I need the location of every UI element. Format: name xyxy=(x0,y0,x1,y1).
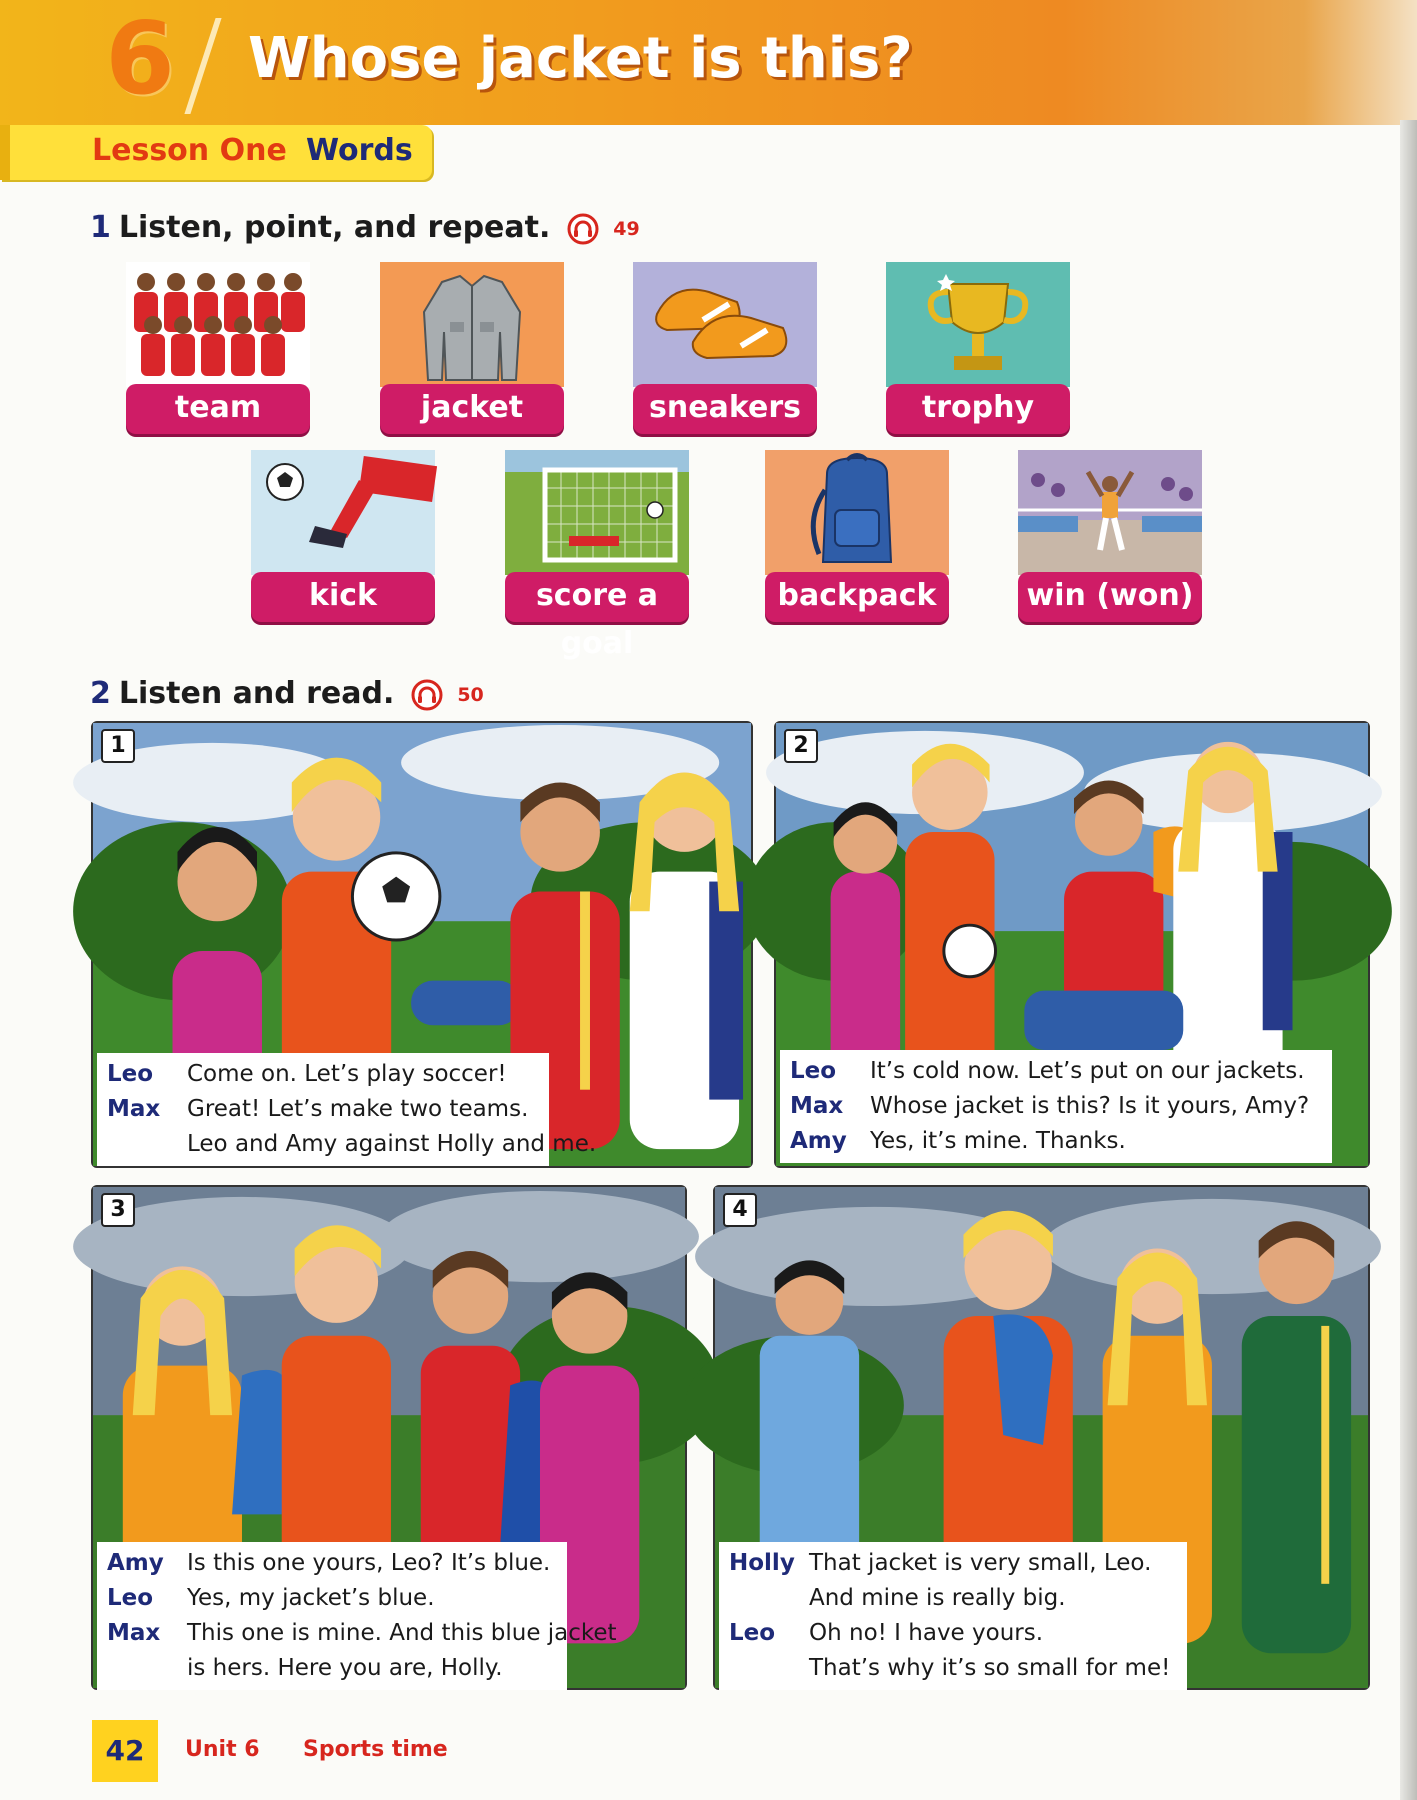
dialog-line xyxy=(107,1057,539,1092)
dialog-text: Yes, it’s mine. Thanks. xyxy=(870,1128,1126,1154)
vocab-label-kick: kick xyxy=(251,572,435,622)
section1-instruction: Listen, point, and repeat. xyxy=(118,210,551,245)
vocab-card-kick[interactable] xyxy=(251,450,435,622)
dialog-line xyxy=(790,1089,1322,1124)
dialog-text: It’s cold now. Let’s put on our jackets. xyxy=(870,1058,1305,1084)
vocab-label-team: team xyxy=(126,384,310,434)
dialog-text: Oh no! I have yours. xyxy=(809,1620,1044,1646)
dialog-text: That’s why it’s so small for me! xyxy=(809,1655,1171,1681)
goal-picture xyxy=(505,450,689,575)
dialog-line xyxy=(107,1546,557,1581)
vocab-label-win: win (won) xyxy=(1018,572,1202,622)
speaker-name xyxy=(729,1581,809,1616)
dialog-line xyxy=(107,1616,617,1651)
dialog-text: Is this one yours, Leo? It’s blue. xyxy=(187,1550,551,1576)
unit-header-banner xyxy=(0,0,1417,125)
speaker-name: Max xyxy=(107,1096,161,1122)
trophy-picture xyxy=(886,262,1070,387)
section2-heading xyxy=(90,676,484,711)
speaker-name xyxy=(107,1127,187,1162)
section2-number: 2 xyxy=(90,676,111,711)
footer-unit: Unit 6 xyxy=(185,1737,260,1762)
dialog-text: Leo and Amy against Holly and me. xyxy=(187,1131,597,1157)
speaker-name: Leo xyxy=(107,1061,154,1087)
vocab-card-jacket[interactable] xyxy=(380,262,564,434)
vocab-card-backpack[interactable] xyxy=(765,450,949,622)
section1-heading xyxy=(90,210,640,245)
panel-number: 4 xyxy=(723,1193,757,1227)
vocab-card-team[interactable] xyxy=(126,262,310,434)
headphones-icon[interactable] xyxy=(411,679,443,711)
page-number: 42 xyxy=(92,1720,158,1782)
dialog-line xyxy=(729,1546,1177,1581)
panel-1-dialog xyxy=(97,1053,597,1166)
vocab-card-sneakers[interactable] xyxy=(633,262,817,434)
panel-3-dialog xyxy=(97,1542,617,1690)
speaker-name: Holly xyxy=(729,1550,795,1576)
speaker-name xyxy=(107,1651,187,1686)
dialog-line xyxy=(107,1651,557,1686)
footer-theme: Sports time xyxy=(303,1737,448,1762)
kick-picture xyxy=(251,450,435,575)
dialog-line xyxy=(107,1127,597,1162)
unit-number: 6 xyxy=(105,0,175,117)
dialog-text: That jacket is very small, Leo. xyxy=(809,1550,1152,1576)
section1-number: 1 xyxy=(90,210,111,245)
headphones-icon[interactable] xyxy=(567,213,599,245)
speaker-name: Leo xyxy=(790,1058,837,1084)
sneakers-picture xyxy=(633,262,817,387)
speaker-name: Max xyxy=(790,1093,844,1119)
comic-panel-1 xyxy=(91,721,753,1168)
section2-track-number: 50 xyxy=(457,683,484,706)
dialog-line xyxy=(790,1054,1322,1089)
dialog-text: Yes, my jacket’s blue. xyxy=(187,1585,435,1611)
speaker-name xyxy=(729,1651,809,1686)
comic-panel-2 xyxy=(774,721,1370,1168)
lesson-label: Lesson One xyxy=(92,133,287,168)
vocab-card-win[interactable] xyxy=(1018,450,1202,622)
dialog-text: Come on. Let’s play soccer! xyxy=(187,1061,507,1087)
section2-instruction: Listen and read. xyxy=(118,676,395,711)
speaker-name: Max xyxy=(107,1620,161,1646)
dialog-line xyxy=(107,1581,557,1616)
panel-number: 3 xyxy=(101,1193,135,1227)
vocab-label-trophy: trophy xyxy=(886,384,1070,434)
page-edge xyxy=(1400,120,1417,1800)
lesson-tab xyxy=(0,125,432,180)
speaker-name: Leo xyxy=(107,1585,154,1611)
backpack-picture xyxy=(765,450,949,575)
dialog-text: Great! Let’s make two teams. xyxy=(187,1096,529,1122)
speaker-name: Amy xyxy=(107,1550,164,1576)
win-picture xyxy=(1018,450,1202,575)
panel-2-dialog xyxy=(780,1050,1332,1163)
dialog-line xyxy=(790,1124,1322,1159)
team-picture xyxy=(126,262,310,387)
vocab-card-score-a-goal[interactable] xyxy=(505,450,689,661)
lesson-topic: Words xyxy=(306,133,413,168)
section1-track-number: 49 xyxy=(613,217,640,240)
dialog-line xyxy=(729,1581,1177,1616)
dialog-line xyxy=(729,1616,1177,1651)
speaker-name: Leo xyxy=(729,1620,776,1646)
panel-number: 1 xyxy=(101,729,135,763)
page-title: Whose jacket is this? xyxy=(248,26,913,91)
dialog-text: is hers. Here you are, Holly. xyxy=(187,1655,503,1681)
speaker-name: Amy xyxy=(790,1128,847,1154)
jacket-picture xyxy=(380,262,564,387)
panel-4-dialog xyxy=(719,1542,1187,1690)
vocab-card-trophy[interactable] xyxy=(886,262,1070,434)
dialog-text: And mine is really big. xyxy=(809,1585,1066,1611)
dialog-text: Whose jacket is this? Is it yours, Amy? xyxy=(870,1093,1310,1119)
vocab-label-jacket: jacket xyxy=(380,384,564,434)
vocab-label-backpack: backpack xyxy=(765,572,949,622)
vocab-label-sneakers: sneakers xyxy=(633,384,817,434)
dialog-line xyxy=(107,1092,539,1127)
comic-panel-3 xyxy=(91,1185,687,1690)
dialog-line xyxy=(729,1651,1177,1686)
comic-panel-4 xyxy=(713,1185,1370,1690)
dialog-text: This one is mine. And this blue jacket xyxy=(187,1620,617,1646)
panel-number: 2 xyxy=(784,729,818,763)
vocab-label-score-a-goal: score a goal xyxy=(505,572,689,622)
lesson-tab-strip xyxy=(0,125,10,180)
